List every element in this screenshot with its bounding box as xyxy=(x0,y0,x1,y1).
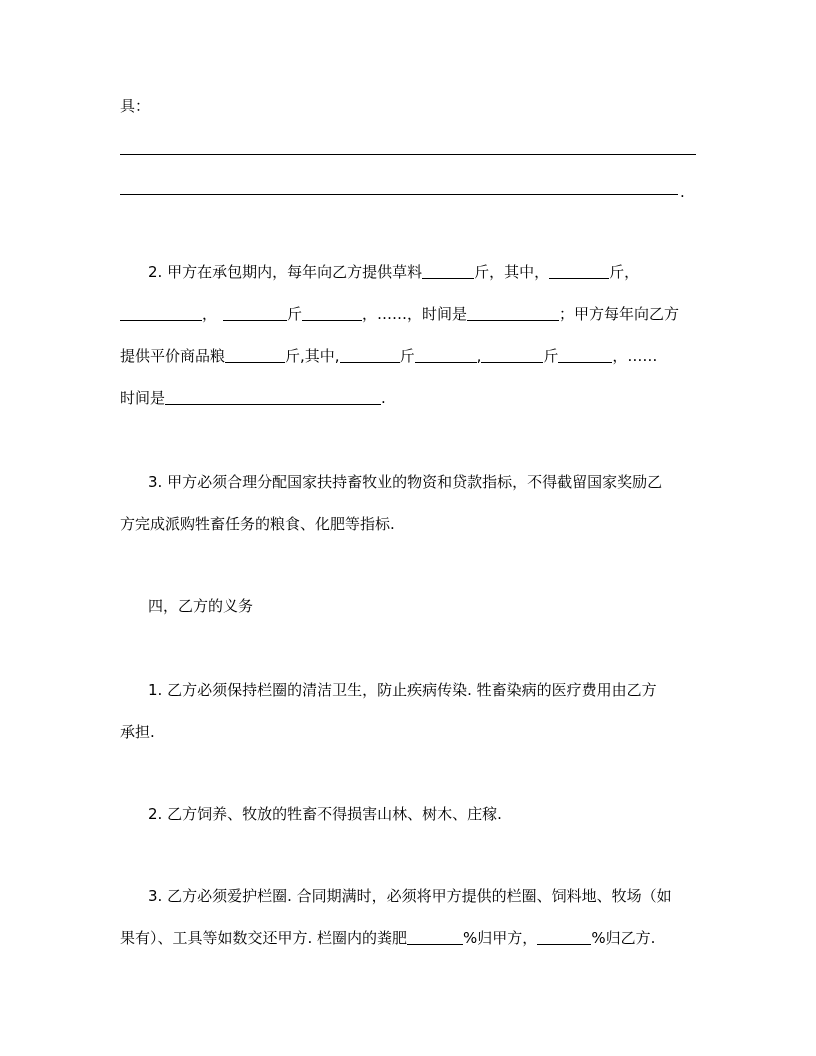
item-4-2: 2. 乙方饲养、牧放的牲畜不得损害山林、树木、庄稼. xyxy=(148,805,502,823)
blank-field xyxy=(223,306,287,321)
blank-field xyxy=(407,930,463,945)
blank-field xyxy=(225,348,285,363)
blank-field xyxy=(537,930,591,945)
paragraph-2-line-4: 时间是 . xyxy=(120,389,386,407)
blank-field xyxy=(558,348,612,363)
item-4-3-line-2: 果有）、工具等如数交还甲方. 栏圈内的粪肥 %归甲方， %归乙方. xyxy=(120,929,656,947)
blank-field xyxy=(120,306,202,321)
paragraph-2-line-1: 2. 甲方在承包期内，每年向乙方提供草料 斤，其中， 斤， xyxy=(148,263,640,281)
blank-field xyxy=(549,264,609,279)
blank-field xyxy=(302,306,362,321)
blank-line-1 xyxy=(120,154,696,155)
paragraph-2-line-2: ， 斤 ，……，时间是 ；甲方每年向乙方 xyxy=(120,304,679,324)
blank-field xyxy=(165,390,381,405)
text-line-ju: 具： xyxy=(120,97,151,115)
blank-field xyxy=(467,306,559,321)
blank-field xyxy=(340,348,400,363)
item-4-1-line-2: 承担. xyxy=(120,723,155,741)
paragraph-3-line-2: 方完成派购牲畜任务的粮食、化肥等指标. xyxy=(120,515,395,533)
section-4-heading: 四，乙方的义务 xyxy=(148,597,254,615)
blank-field xyxy=(481,348,543,363)
blank-line-2 xyxy=(120,194,678,195)
blank-line-2-period: . xyxy=(680,183,685,201)
blank-field xyxy=(422,264,474,279)
item-4-3-line-1: 3. 乙方必须爱护栏圈. 合同期满时，必须将甲方提供的栏圈、饲料地、牧场（如 xyxy=(148,887,672,905)
paragraph-3-line-1: 3. 甲方必须合理分配国家扶持畜牧业的物资和贷款指标，不得截留国家奖励乙 xyxy=(148,473,663,491)
item-4-1-line-1: 1. 乙方必须保持栏圈的清洁卫生，防止疾病传染. 牲畜染病的医疗费用由乙方 xyxy=(148,681,657,699)
blank-field xyxy=(415,348,477,363)
paragraph-2-line-3: 提供平价商品粮 斤,其中, 斤 , 斤 ，…… xyxy=(120,347,658,365)
